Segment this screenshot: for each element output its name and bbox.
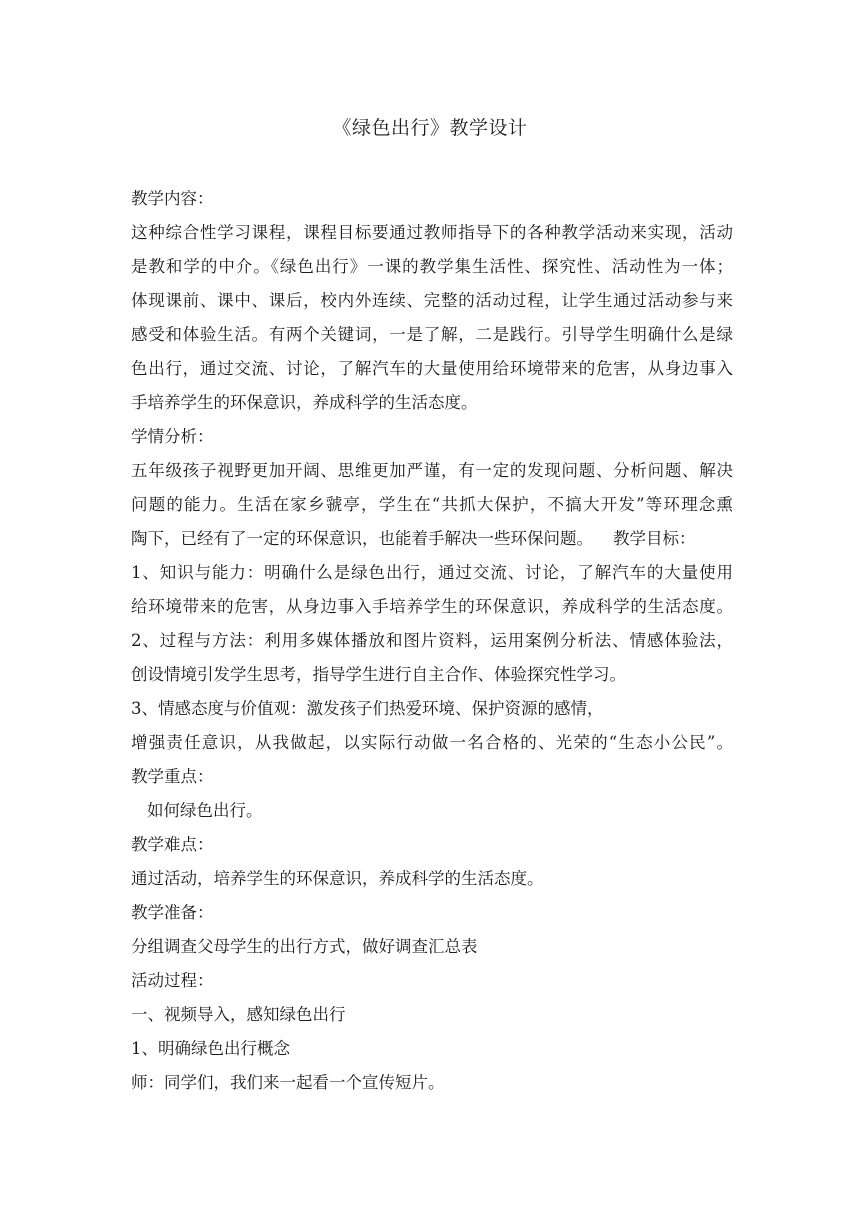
paragraph-line: 五年级孩子视野更加开阔、思维更加严谨，有一定的发现问题、分析问题、解决 bbox=[131, 461, 733, 480]
paragraph-line: 分组调查父母学生的出行方式，做好调查汇总表 bbox=[131, 937, 478, 956]
paragraph-line: 色出行，通过交流、讨论，了解汽车的大量使用给环境带来的危害，从身边事入 bbox=[131, 359, 733, 378]
paragraph-line: 如何绿色出行。 bbox=[147, 801, 263, 820]
paragraph-line: 是教和学的中介。《绿色出行》一课的教学集生活性、探究性、活动性为一体； bbox=[131, 257, 733, 276]
paragraph-line: 通过活动，培养学生的环保意识，养成科学的生活态度。 bbox=[131, 869, 544, 888]
paragraph-line: 手培养学生的环保意识，养成科学的生活态度。 bbox=[131, 393, 478, 412]
paragraph-line: 增强责任意识，从我做起，以实际行动做一名合格的、光荣的“生态小公民”。 bbox=[131, 733, 733, 752]
section-heading-teaching-goals: 教学目标： bbox=[613, 529, 696, 548]
paragraph-line: 陶下，已经有了一定的环保意识，也能着手解决一些环保问题。 bbox=[131, 529, 593, 548]
section-heading-preparation: 教学准备： bbox=[131, 903, 214, 922]
paragraph-line: 体现课前、课中、课后，校内外连续、完整的活动过程，让学生通过活动参与来 bbox=[131, 291, 733, 310]
section-heading-activity-process: 活动过程： bbox=[131, 971, 214, 990]
section-heading-key-point: 教学重点： bbox=[131, 767, 214, 786]
paragraph-line-with-inline-heading bbox=[131, 522, 733, 556]
numbered-item-line: 3、情感态度与价值观：激发孩子们热爱环境、保护资源的感情， bbox=[131, 699, 604, 718]
section-heading-student-analysis: 学情分析： bbox=[131, 427, 214, 446]
paragraph-line: 问题的能力。生活在家乡虢亭，学生在“共抓大保护，不搞大开发”等环理念熏 bbox=[131, 495, 733, 514]
paragraph-line: 师：同学们，我们来一起看一个宣传短片。 bbox=[131, 1073, 445, 1092]
paragraph-line: 这种综合性学习课程，课程目标要通过教师指导下的各种教学活动来实现，活动 bbox=[131, 223, 733, 242]
document-body bbox=[131, 182, 733, 1100]
section-heading-difficulty: 教学难点： bbox=[131, 835, 214, 854]
numbered-item-line: 2、过程与方法：利用多媒体播放和图片资料，运用案例分析法、情感体验法， bbox=[131, 631, 733, 650]
paragraph-line: 创设情境引发学生思考，指导学生进行自主合作、体验探究性学习。 bbox=[131, 665, 626, 684]
subheading-line: 一、视频导入，感知绿色出行 bbox=[131, 1005, 346, 1024]
subheading-line: 1、明确绿色出行概念 bbox=[131, 1039, 290, 1058]
numbered-item-line: 1、知识与能力：明确什么是绿色出行，通过交流、讨论，了解汽车的大量使用 bbox=[131, 563, 733, 582]
document-title: 《绿色出行》教学设计 bbox=[332, 117, 528, 139]
paragraph-line: 感受和体验生活。有两个关键词，一是了解，二是践行。引导学生明确什么是绿 bbox=[131, 325, 733, 344]
paragraph-line: 给环境带来的危害，从身边事入手培养学生的环保意识，养成科学的生活态度。 bbox=[131, 597, 733, 616]
section-heading-teaching-content: 教学内容： bbox=[131, 189, 214, 208]
